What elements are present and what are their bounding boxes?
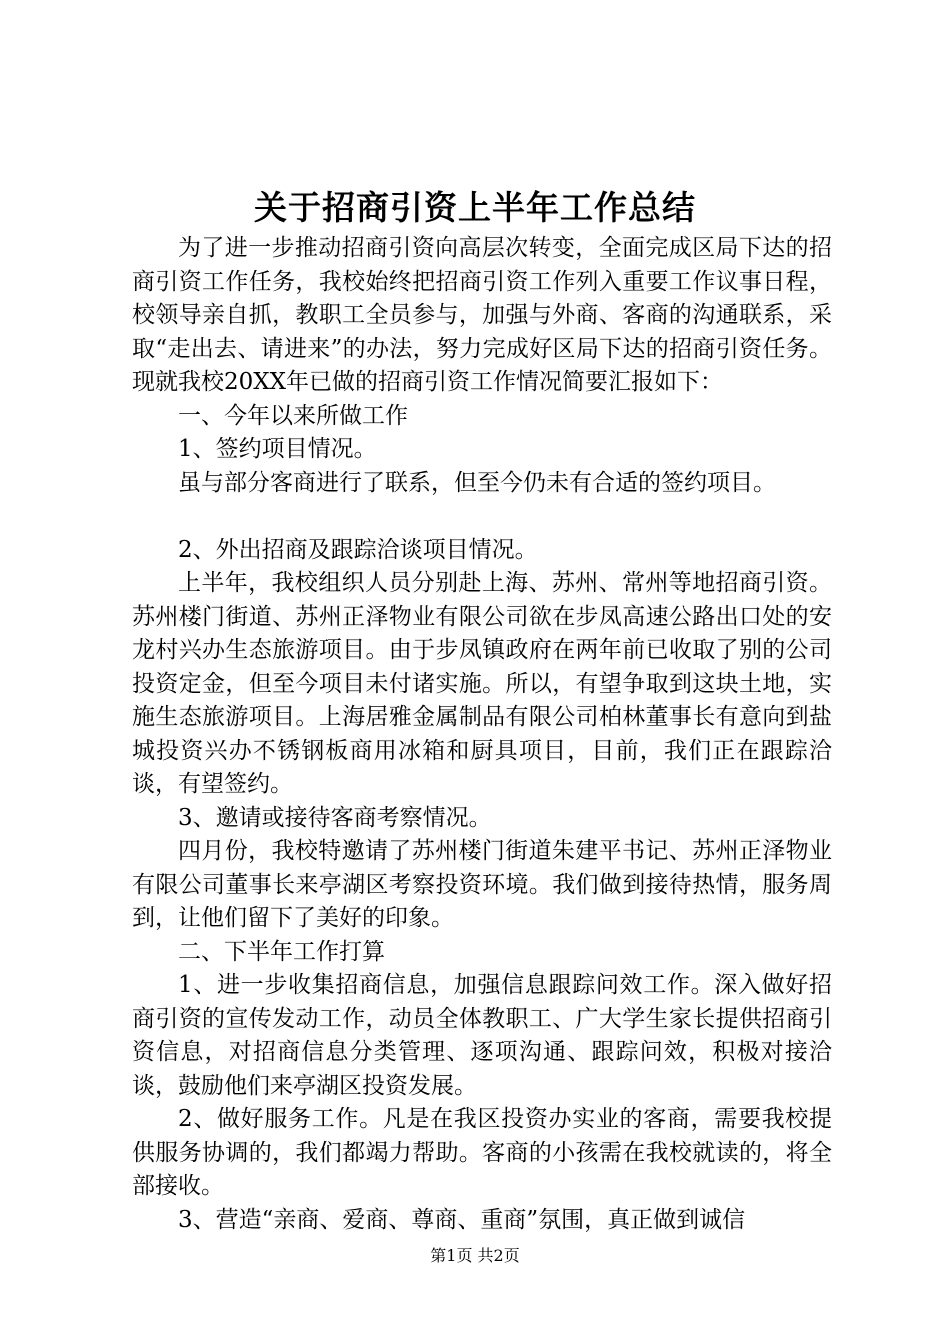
subheading-signed-projects: 1、签约项目情况。 xyxy=(178,436,377,462)
paragraph-inviting-merchants: 四月份，我校特邀请了苏州楼门街道朱建平书记、苏州正泽物业有限公司董事长来亭湖区考察投资环境。我们做到接待热情，服务周到，让他们留下了美好的印象。 xyxy=(132,838,832,931)
document-title: 关于招商引资上半年工作总结 xyxy=(254,188,696,227)
paragraph-plan-2: 2、做好服务工作。凡是在我区投资办实业的客商，需要我校提供服务协调的，我们都竭力帮助。客商的小孩需在我校就读的，将全部接收。 xyxy=(132,1106,832,1199)
paragraph-intro: 为了进一步推动招商引资向高层次转变，全面完成区局下达的招商引资工作任务，我校始终把招商引资工作列入重要工作议事日程，校领导亲自抓，教职工全员参与，加强与外商、客商的沟通联系，采取“走出去、请进来”的办法，努力完成好区局下达的招商引资任务。现就我校20XX年已做的招商引资工作情况简要汇报如下： xyxy=(132,235,832,395)
paragraph-plan-3: 3、营造“亲商、爱商、尊商、重商”氛围，真正做到诚信 xyxy=(178,1206,746,1233)
paragraph-signed-projects: 虽与部分客商进行了联系，但至今仍未有合适的签约项目。 xyxy=(178,469,776,496)
subheading-external-investment: 2、外出招商及跟踪洽谈项目情况。 xyxy=(178,536,538,563)
subheading-inviting-merchants: 3、邀请或接待客商考察情况。 xyxy=(178,804,492,831)
section-heading-1: 一、今年以来所做工作 xyxy=(178,402,408,429)
paragraph-external-investment: 上半年，我校组织人员分别赴上海、苏州、常州等地招商引资。苏州楼门街道、苏州正泽物业有限公司欲在步凤高速公路出口处的安龙村兴办生态旅游项目。由于步凤镇政府在两年前已收取了别的公司投资定金，但至今项目未付诸实施。所以，有望争取到这块土地，实施生态旅游项目。上海居雅金属制品有限公司柏林董事长有意向到盐城投资兴办不锈钢板商用冰箱和厨具项目，目前，我们正在跟踪洽谈，有望签约。 xyxy=(132,570,832,797)
page-number: 第1页 共2页 xyxy=(430,1246,520,1265)
paragraph-plan-1: 1、进一步收集招商信息，加强信息跟踪问效工作。深入做好招商引资的宣传发动工作，动员全体教职工、广大学生家长提供招商引资信息，对招商信息分类管理、逐项沟通、跟踪问效，积极对接洽谈，鼓励他们来亭湖区投资发展。 xyxy=(132,972,832,1099)
section-heading-2: 二、下半年工作打算 xyxy=(178,938,385,965)
document-body xyxy=(132,232,832,1237)
